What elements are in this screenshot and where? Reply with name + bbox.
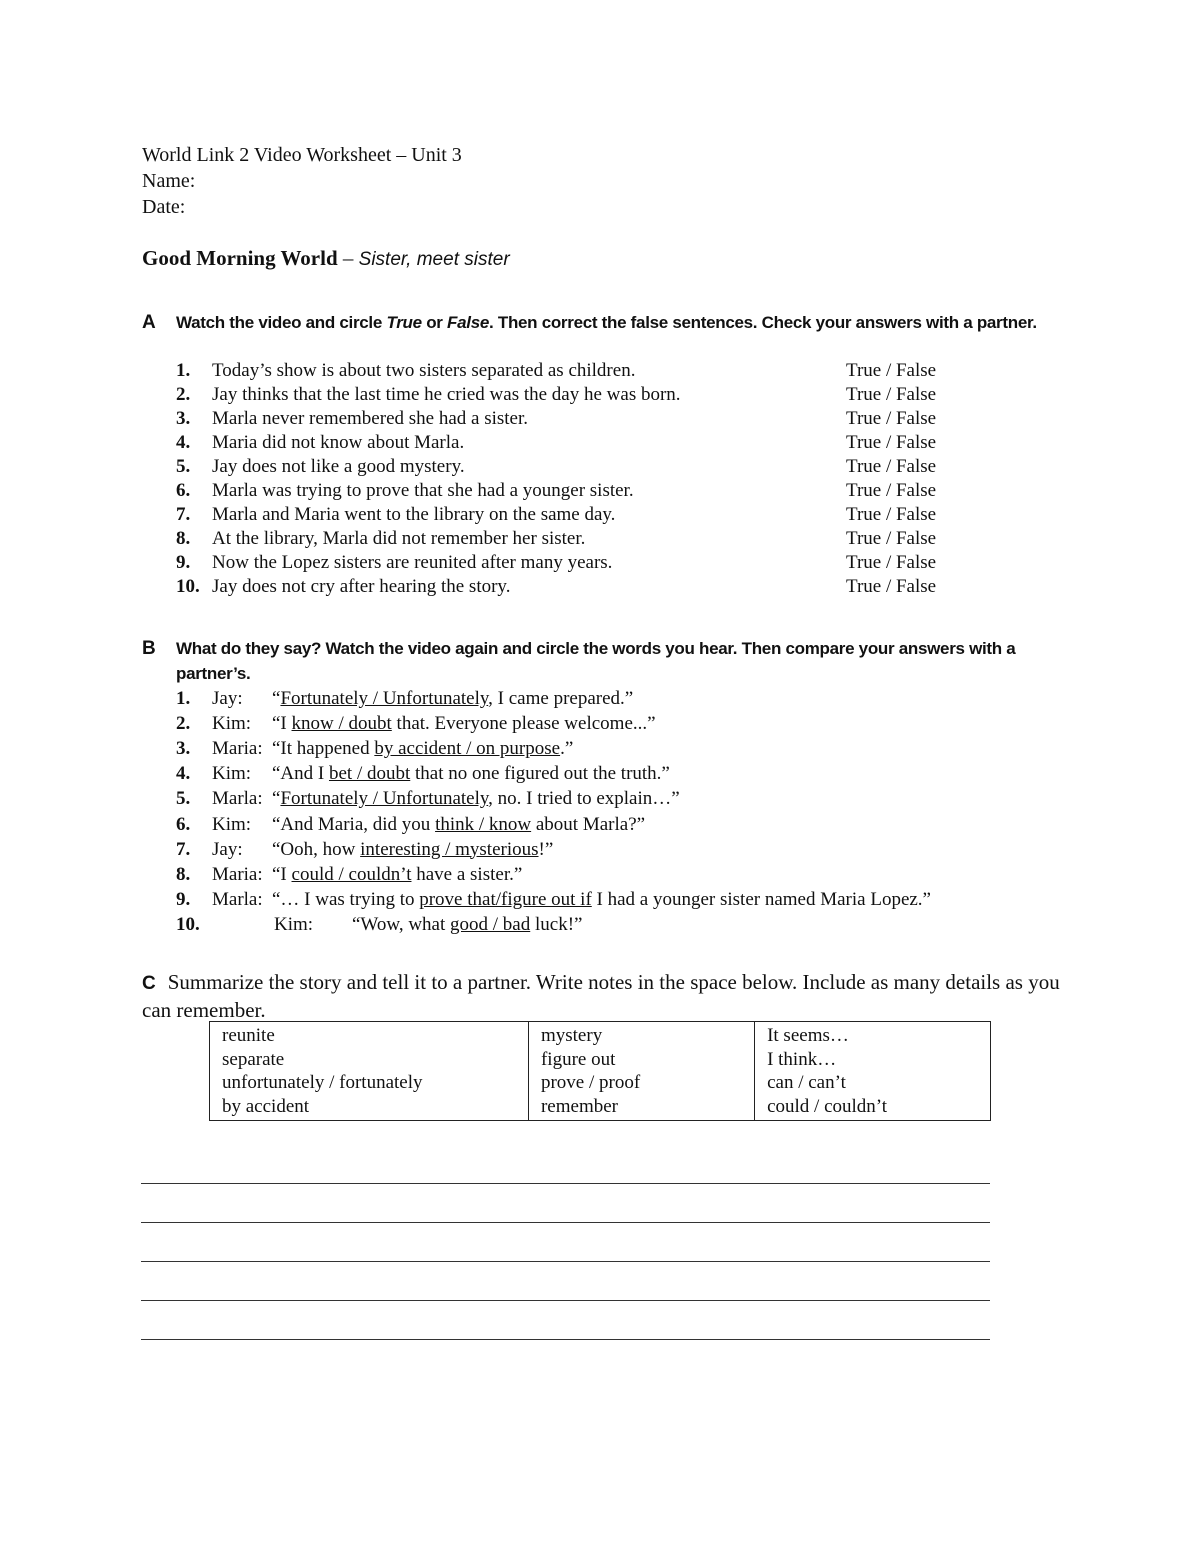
quote-text-before: “I [272, 713, 292, 735]
section-a-instructions [176, 310, 1056, 335]
quote-text-after: , I came prepared.” [488, 688, 634, 709]
section-c-letter: C [142, 973, 156, 994]
word-bank-column [210, 1022, 529, 1121]
writing-line[interactable] [141, 1261, 990, 1262]
word-bank-term: I think… [767, 1048, 837, 1070]
true-false-choice[interactable]: True / False [846, 480, 937, 501]
dialogue-speaker: Kim: [274, 913, 314, 935]
quote-text-after: .” [560, 738, 574, 760]
word-bank-term: unfortunately / fortunately [222, 1072, 423, 1093]
tf-item-statement: Jay does not cry after hearing the story. [212, 576, 511, 597]
dialogue-quote [272, 761, 670, 786]
dialogue-number: 10. [176, 913, 200, 935]
word-bank-term: could / couldn’t [767, 1095, 888, 1117]
tf-item [176, 431, 976, 455]
quote-text-after: that. Everyone please welcome...” [391, 713, 656, 735]
section-a-instr-false: False [447, 313, 490, 332]
quote-text-after: luck!” [530, 913, 583, 935]
name-label: Name: [142, 170, 196, 192]
true-false-choice[interactable]: True / False [846, 456, 937, 477]
dialogue-speaker: Kim: [212, 763, 252, 785]
video-title [142, 246, 510, 271]
dialogue-item [176, 736, 1056, 761]
word-bank-term: prove / proof [540, 1072, 641, 1093]
word-choice[interactable]: Fortunately / Unfortunately [280, 688, 489, 709]
dialogue-quote [272, 887, 931, 912]
word-bank-term: can / can’t [767, 1072, 846, 1093]
true-false-choice[interactable]: True / False [846, 552, 937, 573]
quote-text-before: “I [272, 863, 292, 885]
dialogue-number: 2. [176, 713, 191, 735]
word-bank-term: separate [222, 1048, 285, 1070]
dialogue-number: 3. [176, 738, 191, 760]
video-title-separator: – [337, 246, 359, 270]
word-choice[interactable]: think / know [435, 813, 532, 835]
dialogue-quote [272, 786, 680, 811]
quote-text-before: “ [272, 688, 281, 709]
dialogue-item [176, 912, 1056, 937]
word-bank-term: remember [540, 1095, 618, 1117]
word-choice[interactable]: prove that/figure out if [419, 888, 592, 910]
tf-item [176, 383, 976, 407]
tf-item-statement: Today’s show is about two sisters separated as children. [212, 360, 636, 381]
dialogue-speaker: Jay: [212, 838, 243, 860]
quote-text-before: “And I [272, 763, 329, 785]
dialogue-number: 6. [176, 813, 191, 835]
tf-item-statement: Marla and Maria went to the library on the same day. [212, 504, 616, 525]
tf-item [176, 455, 976, 479]
dialogue-number: 8. [176, 863, 191, 885]
section-a-instr-or: or [421, 313, 448, 332]
tf-item-number: 8. [176, 528, 191, 549]
dialogue-quote [272, 862, 522, 887]
writing-line[interactable] [141, 1339, 990, 1340]
word-bank-term: mystery [540, 1025, 603, 1046]
dialogue-item [176, 812, 1056, 837]
quote-text-after: !” [538, 838, 554, 860]
dialogue-speaker: Kim: [212, 713, 252, 735]
tf-item [176, 407, 976, 431]
word-bank-term: reunite [222, 1025, 275, 1046]
dialogue-speaker: Maria: [212, 738, 263, 760]
tf-item-statement: Now the Lopez sisters are reunited after many years. [212, 552, 613, 573]
tf-item-statement: Marla was trying to prove that she had a younger sister. [212, 480, 634, 501]
tf-item-statement: Jay does not like a good mystery. [212, 456, 465, 477]
section-a-instr-part1: Watch the video and circle [176, 313, 387, 332]
quote-text-after: about Marla?” [531, 813, 646, 835]
true-false-choice[interactable]: True / False [846, 576, 937, 597]
tf-item-statement: Maria did not know about Marla. [212, 432, 465, 453]
dialogue-item [176, 862, 1056, 887]
word-choice[interactable]: know / doubt [291, 713, 392, 735]
dialogue-item [176, 761, 1056, 786]
tf-item-statement: Jay thinks that the last time he cried was the day he was born. [212, 384, 681, 405]
true-false-choice[interactable]: True / False [846, 360, 937, 381]
word-bank-table [209, 1021, 991, 1121]
quote-text-before: “Ooh, how [272, 838, 361, 860]
word-choice[interactable]: interesting / mysterious [360, 838, 539, 860]
true-false-choice[interactable]: True / False [846, 528, 937, 549]
tf-item-number: 6. [176, 480, 191, 501]
quote-text-before: “… I was trying to [272, 888, 420, 910]
writing-line[interactable] [141, 1222, 990, 1223]
dialogue-number: 1. [176, 688, 191, 709]
section-c-instr-text: Summarize the story and tell it to a partner. Write notes in the space below. Include as many details as you can remember. [142, 970, 1060, 1022]
dialogue-item [176, 686, 1056, 711]
section-b-instructions: What do they say? Watch the video again and circle the words you hear. Then compare your answers with a partner’s. [176, 639, 1016, 683]
writing-line[interactable] [141, 1183, 990, 1184]
tf-item-number: 10. [176, 576, 200, 597]
word-bank-column [755, 1022, 991, 1121]
dialogue-number: 9. [176, 888, 191, 910]
word-bank-row [210, 1022, 991, 1121]
tf-item [176, 575, 976, 599]
dialogue-quote [352, 912, 582, 937]
true-false-choice[interactable]: True / False [846, 408, 937, 429]
word-choice[interactable]: good / bad [450, 913, 531, 935]
tf-item-number: 9. [176, 552, 191, 573]
dialogue-quote [272, 686, 633, 711]
dialogue-speaker: Marla: [212, 888, 263, 910]
dialogue-item [176, 837, 1056, 862]
quote-text-before: “ [272, 788, 281, 810]
dialogue-quote [272, 837, 553, 862]
dialogue-speaker: Jay: [212, 688, 243, 709]
quote-text-before: “Wow, what [352, 913, 451, 935]
dialogue-item [176, 711, 1056, 736]
tf-item-number: 2. [176, 384, 191, 405]
quote-text-after: I had a younger sister named Maria Lopez.” [591, 888, 931, 910]
tf-item [176, 359, 976, 383]
dialogue-item [176, 887, 1056, 912]
tf-item [176, 479, 976, 503]
dialogue-speaker: Marla: [212, 788, 263, 810]
dialogue-number: 4. [176, 763, 191, 785]
section-b-letter: B [142, 638, 156, 659]
word-bank-column [528, 1022, 754, 1121]
word-choice[interactable]: could / couldn’t [291, 863, 412, 885]
quote-text-before: “It happened [272, 738, 375, 760]
word-choice[interactable]: Fortunately / Unfortunately [280, 788, 489, 810]
video-title-main: Good Morning World [142, 246, 338, 270]
worksheet-title: World Link 2 Video Worksheet – Unit 3 [142, 144, 462, 166]
tf-item-number: 4. [176, 432, 191, 453]
tf-item [176, 503, 976, 527]
section-a-instr-true: True [386, 313, 422, 332]
true-false-choice[interactable]: True / False [846, 432, 937, 453]
dialogue-quote [272, 711, 656, 736]
dialogue-speaker: Maria: [212, 863, 263, 885]
tf-item-statement: At the library, Marla did not remember her sister. [212, 528, 586, 549]
true-false-choice[interactable]: True / False [846, 384, 937, 405]
dialogue-quote [272, 736, 573, 761]
date-label: Date: [142, 196, 186, 218]
true-false-choice[interactable]: True / False [846, 504, 937, 525]
tf-item [176, 527, 976, 551]
section-a-instr-part2: . Then correct the false sentences. Check your answers with a partner. [489, 313, 1037, 332]
word-choice[interactable]: bet / doubt [328, 763, 411, 785]
dialogue-speaker: Kim: [212, 813, 252, 835]
quote-text-after: that no one figured out the truth.” [410, 763, 670, 785]
video-episode-title: Sister, meet sister [358, 249, 510, 270]
writing-line[interactable] [141, 1300, 990, 1301]
word-choice[interactable]: by accident / on purpose [374, 738, 561, 760]
word-bank-term: figure out [540, 1048, 616, 1070]
tf-item-number: 1. [176, 360, 191, 381]
quote-text-after: , no. I tried to explain…” [488, 788, 680, 810]
word-bank-term: by accident [222, 1095, 310, 1117]
dialogue-item [176, 786, 1056, 811]
tf-item-statement: Marla never remembered she had a sister. [212, 408, 529, 429]
quote-text-before: “And Maria, did you [272, 813, 436, 835]
dialogue-number: 5. [176, 788, 191, 810]
quote-text-after: have a sister.” [411, 863, 523, 885]
dialogue-quote [272, 812, 645, 837]
section-c-instructions [142, 969, 1062, 1024]
tf-item-number: 5. [176, 456, 191, 477]
tf-item [176, 551, 976, 575]
dialogue-number: 7. [176, 838, 191, 860]
word-bank-term: It seems… [767, 1025, 849, 1046]
tf-item-number: 3. [176, 408, 191, 429]
tf-item-number: 7. [176, 504, 191, 525]
section-a-letter: A [142, 312, 156, 333]
